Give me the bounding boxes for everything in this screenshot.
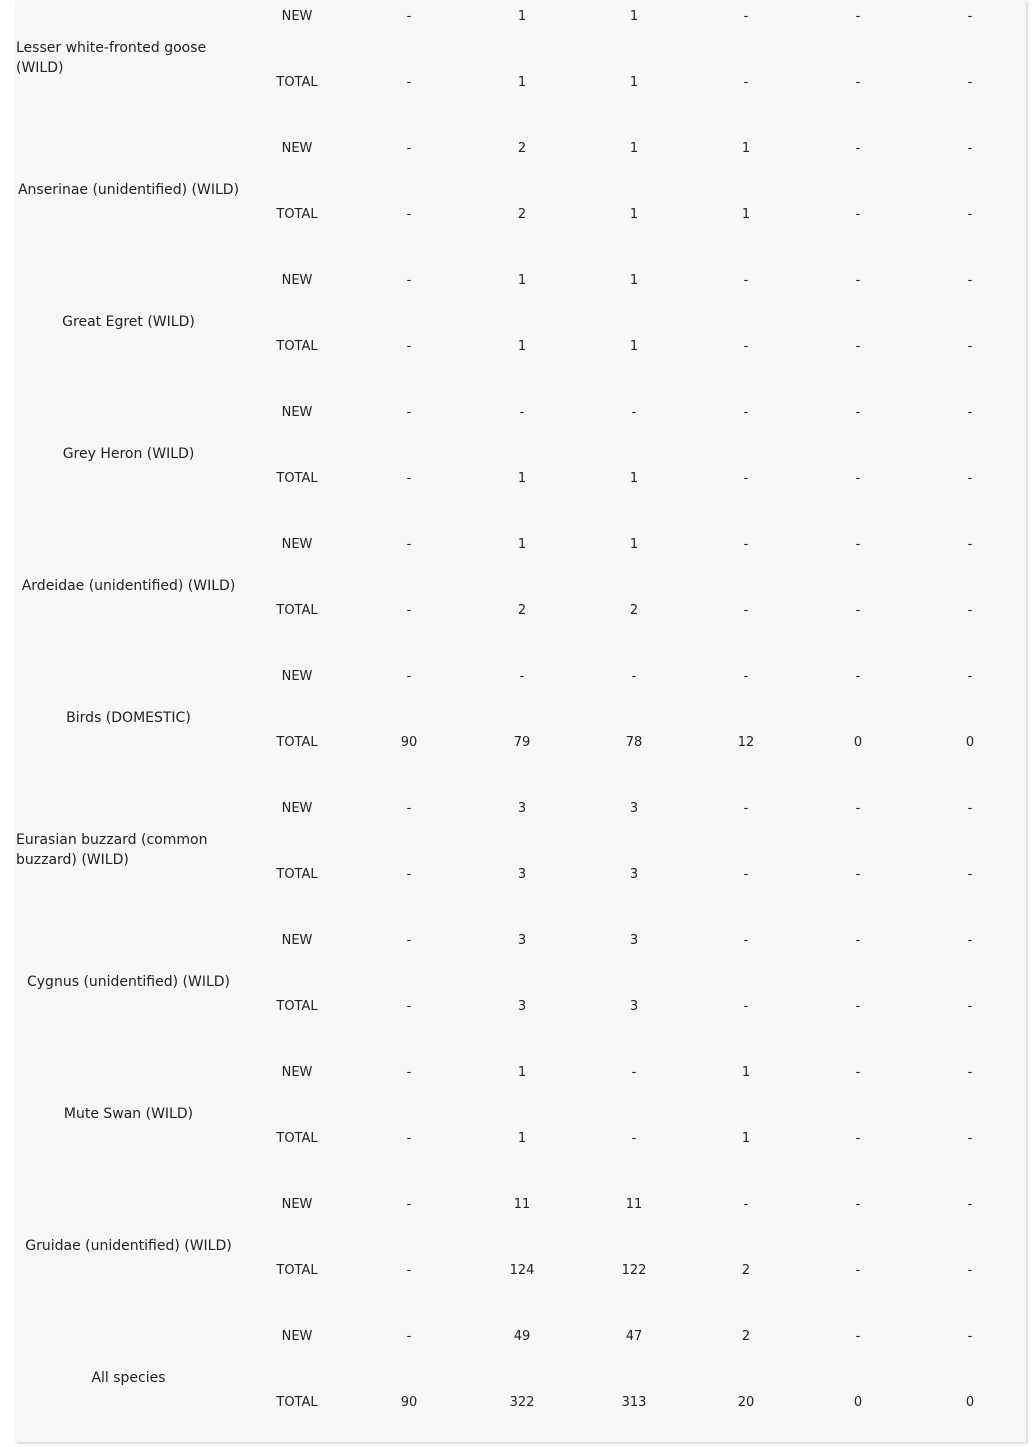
value-cell: 1	[517, 1065, 527, 1080]
value-cell: 0	[965, 1395, 975, 1410]
value-cell: -	[406, 999, 412, 1014]
value-cell: -	[406, 1065, 412, 1080]
value-cell: -	[855, 537, 861, 552]
value-cell: -	[967, 669, 973, 684]
case-type-label: TOTAL	[276, 75, 318, 90]
value-cell: -	[406, 537, 412, 552]
case-type-label: TOTAL	[276, 339, 318, 354]
species-row	[16, 916, 1026, 1048]
value-cell: 124	[509, 1263, 535, 1278]
value-cell: 1	[629, 9, 639, 24]
value-cell: -	[855, 339, 861, 354]
value-cell: -	[406, 1131, 412, 1146]
value-cell: -	[406, 75, 412, 90]
species-name: Anserinae (unidentified) (WILD)	[17, 182, 240, 198]
value-cell: -	[855, 273, 861, 288]
value-cell: 1	[741, 207, 751, 222]
value-cell: -	[743, 471, 749, 486]
value-cell: -	[743, 537, 749, 552]
value-cell: -	[855, 141, 861, 156]
value-cell: -	[743, 339, 749, 354]
new-cases-row	[241, 520, 1026, 586]
case-type-label: NEW	[281, 933, 313, 948]
value-cell: -	[519, 405, 525, 420]
value-cell: 11	[625, 1197, 643, 1212]
value-cell: -	[967, 9, 973, 24]
value-cell: 1	[517, 339, 527, 354]
value-cell: -	[967, 141, 973, 156]
value-cell: -	[406, 603, 412, 618]
value-cell: 1	[629, 75, 639, 90]
value-cell: -	[743, 1197, 749, 1212]
value-cell: -	[855, 1065, 861, 1080]
value-cell: 0	[853, 1395, 863, 1410]
value-cell: -	[855, 603, 861, 618]
total-cases-row	[241, 850, 1026, 916]
value-cell: -	[855, 75, 861, 90]
value-cell: 90	[400, 1395, 418, 1410]
value-cell: -	[743, 867, 749, 882]
case-type-label: NEW	[281, 273, 313, 288]
case-type-label: TOTAL	[276, 1263, 318, 1278]
value-cell: -	[855, 471, 861, 486]
value-cell: -	[743, 603, 749, 618]
value-cell: 2	[741, 1263, 751, 1278]
value-cell: 3	[517, 801, 527, 816]
value-cell: 1	[517, 471, 527, 486]
outbreak-table	[16, 0, 1026, 1442]
value-cell: 3	[629, 933, 639, 948]
value-cell: -	[855, 9, 861, 24]
value-cell: 122	[621, 1263, 647, 1278]
value-cell: -	[406, 867, 412, 882]
total-cases-row	[241, 586, 1026, 652]
value-cell: -	[743, 405, 749, 420]
value-cell: 3	[517, 867, 527, 882]
new-cases-row	[241, 784, 1026, 850]
value-cell: 1	[741, 1065, 751, 1080]
new-cases-row	[241, 256, 1026, 322]
value-cell: 49	[513, 1329, 531, 1344]
value-cell: 2	[517, 141, 527, 156]
value-cell: -	[855, 405, 861, 420]
value-cell: -	[406, 273, 412, 288]
species-row	[16, 1048, 1026, 1180]
value-cell: 2	[741, 1329, 751, 1344]
value-cell: -	[406, 207, 412, 222]
value-cell: 1	[517, 9, 527, 24]
total-cases-row	[241, 454, 1026, 520]
value-cell: 313	[621, 1395, 647, 1410]
value-cell: 1	[517, 1131, 527, 1146]
value-cell: -	[406, 9, 412, 24]
value-cell: 0	[853, 735, 863, 750]
value-cell: 78	[625, 735, 643, 750]
value-cell: 2	[517, 207, 527, 222]
value-cell: -	[855, 669, 861, 684]
value-cell: 1	[629, 339, 639, 354]
species-name: Birds (DOMESTIC)	[66, 710, 191, 726]
value-cell: -	[967, 273, 973, 288]
value-cell: 1	[517, 537, 527, 552]
value-cell: -	[406, 405, 412, 420]
value-cell: -	[743, 669, 749, 684]
value-cell: 1	[741, 1131, 751, 1146]
species-name: Cygnus (unidentified) (WILD)	[27, 974, 230, 990]
value-cell: -	[967, 867, 973, 882]
case-type-label: TOTAL	[276, 735, 318, 750]
value-cell: -	[743, 9, 749, 24]
value-cell: 47	[625, 1329, 643, 1344]
total-cases-row	[241, 190, 1026, 256]
value-cell: -	[519, 669, 525, 684]
species-name: Gruidae (unidentified) (WILD)	[25, 1238, 232, 1254]
value-cell: -	[967, 933, 973, 948]
value-cell: 90	[400, 735, 418, 750]
value-cell: 3	[629, 999, 639, 1014]
value-cell: -	[967, 537, 973, 552]
value-cell: -	[743, 999, 749, 1014]
value-cell: -	[743, 75, 749, 90]
value-cell: -	[631, 669, 637, 684]
case-type-label: NEW	[281, 1197, 313, 1212]
value-cell: -	[855, 867, 861, 882]
total-cases-row	[241, 718, 1026, 784]
value-cell: -	[855, 1197, 861, 1212]
value-cell: -	[855, 999, 861, 1014]
value-cell: 1	[629, 471, 639, 486]
value-cell: -	[743, 933, 749, 948]
value-cell: -	[967, 471, 973, 486]
value-cell: -	[406, 1329, 412, 1344]
value-cell: -	[855, 933, 861, 948]
species-name: Ardeidae (unidentified) (WILD)	[21, 578, 236, 594]
value-cell: 2	[517, 603, 527, 618]
case-type-label: NEW	[281, 1065, 313, 1080]
total-cases-row	[241, 982, 1026, 1048]
case-type-label: NEW	[281, 801, 313, 816]
value-cell: 1	[629, 537, 639, 552]
total-cases-row	[241, 1114, 1026, 1180]
case-type-label: TOTAL	[276, 867, 318, 882]
value-cell: 1	[629, 273, 639, 288]
case-type-label: TOTAL	[276, 1131, 318, 1146]
value-cell: -	[967, 999, 973, 1014]
value-cell: 12	[737, 735, 755, 750]
new-cases-row	[241, 388, 1026, 454]
value-cell: -	[631, 405, 637, 420]
species-row	[16, 0, 1026, 124]
value-cell: -	[967, 1065, 973, 1080]
case-type-label: TOTAL	[276, 471, 318, 486]
species-name: All species	[91, 1370, 166, 1386]
value-cell: -	[967, 1131, 973, 1146]
value-cell: 1	[741, 141, 751, 156]
value-cell: -	[967, 75, 973, 90]
case-type-label: TOTAL	[276, 999, 318, 1014]
species-name: Eurasian buzzard (common buzzard) (WILD)	[16, 832, 208, 868]
species-row	[16, 388, 1026, 520]
species-name: Great Egret (WILD)	[62, 314, 195, 330]
value-cell: -	[406, 339, 412, 354]
value-cell: -	[743, 801, 749, 816]
value-cell: 20	[737, 1395, 755, 1410]
value-cell: -	[855, 207, 861, 222]
value-cell: -	[406, 801, 412, 816]
species-name: Mute Swan (WILD)	[63, 1106, 194, 1122]
value-cell: -	[406, 1197, 412, 1212]
species-row	[16, 1312, 1026, 1444]
value-cell: -	[855, 1263, 861, 1278]
value-cell: -	[967, 1329, 973, 1344]
value-cell: 322	[509, 1395, 535, 1410]
value-cell: -	[631, 1131, 637, 1146]
species-row	[16, 652, 1026, 784]
value-cell: 1	[629, 207, 639, 222]
new-cases-row	[241, 0, 1026, 58]
value-cell: 3	[629, 801, 639, 816]
value-cell: -	[406, 141, 412, 156]
value-cell: 1	[517, 75, 527, 90]
value-cell: 1	[629, 141, 639, 156]
total-cases-row	[241, 58, 1026, 124]
value-cell: -	[855, 1329, 861, 1344]
value-cell: 3	[517, 933, 527, 948]
value-cell: 3	[517, 999, 527, 1014]
species-row	[16, 520, 1026, 652]
case-type-label: TOTAL	[276, 1395, 318, 1410]
case-type-label: NEW	[281, 669, 313, 684]
new-cases-row	[241, 124, 1026, 190]
total-cases-row	[241, 1378, 1026, 1444]
value-cell: -	[967, 207, 973, 222]
value-cell: 11	[513, 1197, 531, 1212]
case-type-label: NEW	[281, 9, 313, 24]
value-cell: -	[631, 1065, 637, 1080]
case-type-label: NEW	[281, 405, 313, 420]
total-cases-row	[241, 1246, 1026, 1312]
value-cell: -	[406, 669, 412, 684]
value-cell: -	[967, 1197, 973, 1212]
case-type-label: NEW	[281, 537, 313, 552]
value-cell: -	[406, 471, 412, 486]
value-cell: -	[967, 405, 973, 420]
species-name: Lesser white-fronted goose (WILD)	[16, 40, 207, 76]
new-cases-row	[241, 1048, 1026, 1114]
new-cases-row	[241, 1180, 1026, 1246]
value-cell: 2	[629, 603, 639, 618]
species-row	[16, 124, 1026, 256]
new-cases-row	[241, 652, 1026, 718]
new-cases-row	[241, 1312, 1026, 1378]
species-row	[16, 256, 1026, 388]
new-cases-row	[241, 916, 1026, 982]
value-cell: -	[967, 339, 973, 354]
value-cell: -	[855, 801, 861, 816]
species-row	[16, 1180, 1026, 1312]
species-row	[16, 784, 1026, 916]
value-cell: -	[406, 1263, 412, 1278]
value-cell: -	[406, 933, 412, 948]
case-type-label: TOTAL	[276, 207, 318, 222]
value-cell: -	[855, 1131, 861, 1146]
case-type-label: NEW	[281, 141, 313, 156]
case-type-label: NEW	[281, 1329, 313, 1344]
value-cell: 3	[629, 867, 639, 882]
value-cell: 0	[965, 735, 975, 750]
value-cell: -	[743, 273, 749, 288]
value-cell: 79	[513, 735, 531, 750]
case-type-label: TOTAL	[276, 603, 318, 618]
value-cell: -	[967, 801, 973, 816]
value-cell: -	[967, 1263, 973, 1278]
total-cases-row	[241, 322, 1026, 388]
species-name: Grey Heron (WILD)	[62, 446, 195, 462]
value-cell: -	[967, 603, 973, 618]
value-cell: 1	[517, 273, 527, 288]
